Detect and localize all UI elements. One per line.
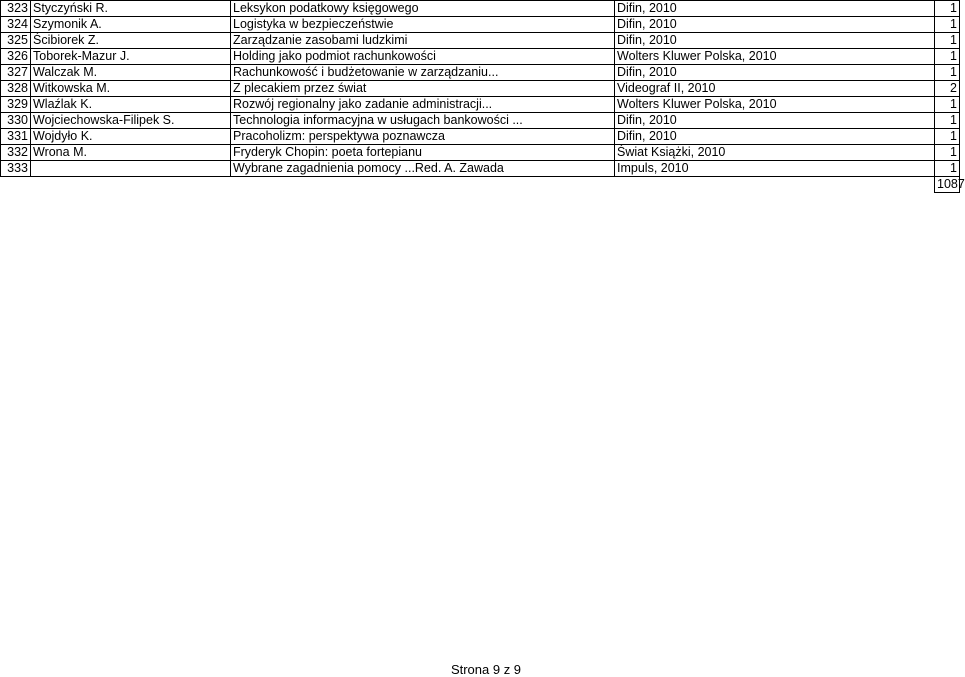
quantity-cell: 1 [935, 113, 960, 129]
title-cell: Rachunkowość i budżetowanie w zarządzaniu... [231, 65, 615, 81]
book-list-body [1, 1, 960, 177]
author-cell: Walczak M. [31, 65, 231, 81]
title-cell: Wybrane zagadnienia pomocy ...Red. A. Zawada [231, 161, 615, 177]
table-row [1, 145, 960, 161]
author-cell: Wojciechowska-Filipek S. [31, 113, 231, 129]
quantity-cell: 1 [935, 97, 960, 113]
author-cell: Toborek-Mazur J. [31, 49, 231, 65]
publisher-cell: Difin, 2010 [615, 1, 935, 17]
title-cell: Z plecakiem przez świat [231, 81, 615, 97]
table-row [1, 81, 960, 97]
quantity-cell: 1 [935, 129, 960, 145]
row-number: 329 [1, 97, 31, 113]
row-number: 333 [1, 161, 31, 177]
table-row [1, 17, 960, 33]
quantity-cell: 1 [935, 49, 960, 65]
quantity-cell: 1 [935, 1, 960, 17]
row-number: 331 [1, 129, 31, 145]
quantity-cell: 2 [935, 81, 960, 97]
row-number: 323 [1, 1, 31, 17]
publisher-cell: Difin, 2010 [615, 113, 935, 129]
title-cell: Zarządzanie zasobami ludzkimi [231, 33, 615, 49]
title-cell: Technologia informacyjna w usługach bankowości ... [231, 113, 615, 129]
page-footer [0, 662, 960, 677]
table-row [1, 113, 960, 129]
author-cell: Styczyński R. [31, 1, 231, 17]
author-cell: Szymonik A. [31, 17, 231, 33]
title-cell: Holding jako podmiot rachunkowości [231, 49, 615, 65]
publisher-cell: Difin, 2010 [615, 33, 935, 49]
publisher-cell: Difin, 2010 [615, 17, 935, 33]
publisher-cell: Difin, 2010 [615, 65, 935, 81]
row-number: 330 [1, 113, 31, 129]
title-cell: Rozwój regionalny jako zadanie administracji... [231, 97, 615, 113]
quantity-cell: 1 [935, 17, 960, 33]
row-number: 327 [1, 65, 31, 81]
table-row [1, 129, 960, 145]
author-cell [31, 161, 231, 177]
row-number: 326 [1, 49, 31, 65]
book-list-table [0, 0, 965, 193]
author-cell: Wrona M. [31, 145, 231, 161]
publisher-cell: Impuls, 2010 [615, 161, 935, 177]
author-cell: Witkowska M. [31, 81, 231, 97]
quantity-cell: 1 [935, 145, 960, 161]
quantity-cell: 1 [935, 65, 960, 81]
table-row [1, 161, 960, 177]
author-cell: Ścibiorek Z. [31, 33, 231, 49]
publisher-cell: Difin, 2010 [615, 129, 935, 145]
row-number: 328 [1, 81, 31, 97]
quantity-cell: 1 [935, 33, 960, 49]
author-cell: Wlaźlak K. [31, 97, 231, 113]
publisher-cell: Wolters Kluwer Polska, 2010 [615, 49, 935, 65]
total-quantity: 1087 [935, 177, 960, 193]
page-number: Strona 9 z 9 [450, 662, 522, 677]
quantity-cell: 1 [935, 161, 960, 177]
table-row [1, 33, 960, 49]
author-cell: Wojdyło K. [31, 129, 231, 145]
publisher-cell: Wolters Kluwer Polska, 2010 [615, 97, 935, 113]
table-row [1, 1, 960, 17]
title-cell: Fryderyk Chopin: poeta fortepianu [231, 145, 615, 161]
title-cell: Logistyka w bezpieczeństwie [231, 17, 615, 33]
title-cell: Pracoholizm: perspektywa poznawcza [231, 129, 615, 145]
publisher-cell: Videograf II, 2010 [615, 81, 935, 97]
table-row [1, 49, 960, 65]
total-row [1, 177, 960, 193]
title-cell: Leksykon podatkowy księgowego [231, 1, 615, 17]
table-row [1, 65, 960, 81]
publisher-cell: Świat Książki, 2010 [615, 145, 935, 161]
row-number: 324 [1, 17, 31, 33]
row-number: 325 [1, 33, 31, 49]
table-row [1, 97, 960, 113]
row-number: 332 [1, 145, 31, 161]
